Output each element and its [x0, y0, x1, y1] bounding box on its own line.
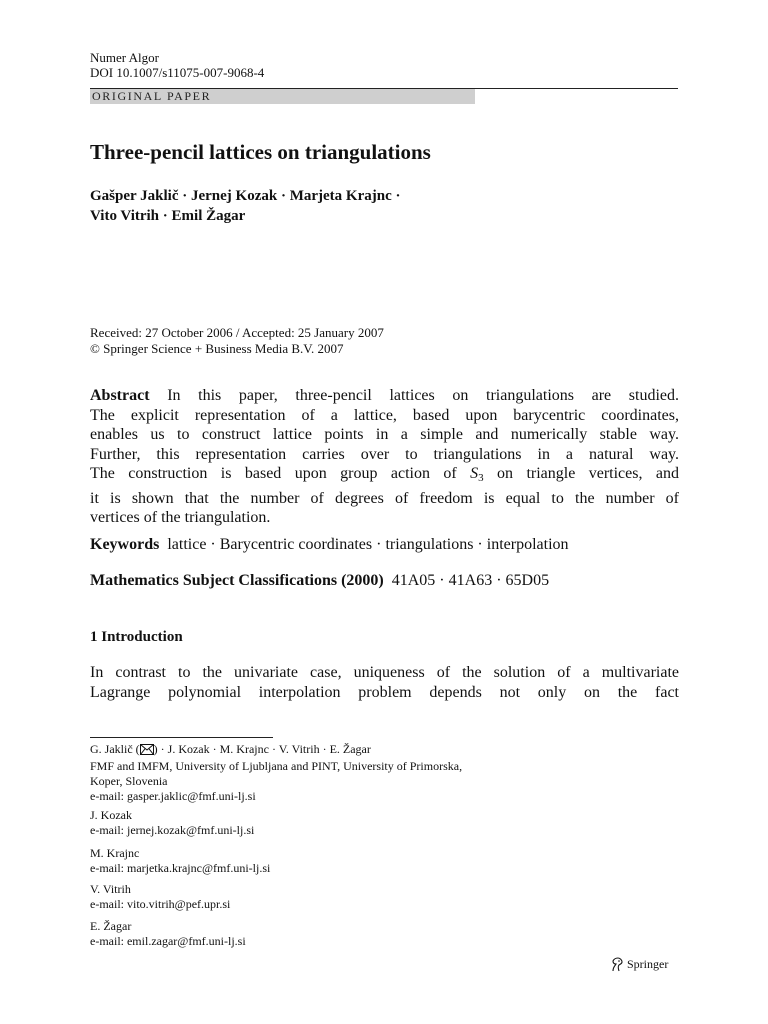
publisher-name: Springer [627, 957, 669, 971]
affiliation-zagar [90, 919, 680, 949]
abstract-line-2: The explicit representation of a lattice, based upon barycentric coordinates, [90, 406, 679, 424]
journal-header [90, 50, 264, 80]
affiliation-vitrih [90, 882, 680, 912]
author-name: M. Krajnc [90, 846, 140, 860]
footnote-rule [90, 737, 273, 738]
msc-label: Mathematics Subject Classifications (2000) [90, 572, 384, 589]
author-email[interactable]: e-mail: jernej.kozak@fmf.uni-lj.si [90, 823, 255, 837]
abstract-line-7: vertices of the triangulation. [90, 509, 271, 526]
publication-dates [90, 325, 384, 357]
affiliation-authors: G. Jaklič ( ) · J. Kozak · M. Krajnc · V. Vitrih · E. Žagar [90, 742, 680, 759]
abstract-label: Abstract [90, 387, 150, 404]
envelope-icon [140, 744, 154, 759]
affiliation-institution: FMF and IMFM, University of Ljubljana and PINT, University of Primorska, [90, 759, 463, 773]
keywords-label: Keywords [90, 536, 160, 553]
author-name: J. Kozak [90, 808, 132, 822]
abstract-line-3: enables us to construct lattice points in a simple and numerically stable way. [90, 426, 679, 443]
author-email[interactable]: e-mail: emil.zagar@fmf.uni-lj.si [90, 934, 246, 948]
copyright: © Springer Science + Business Media B.V. 2007 [90, 341, 344, 356]
affiliation-email[interactable]: e-mail: gasper.jaklic@fmf.uni-lj.si [90, 789, 256, 803]
intro-line-2: Lagrange polynomial interpolation problem depends not only on the fact [90, 684, 679, 701]
section-heading: 1 Introduction [90, 629, 183, 645]
affiliation-location: Koper, Slovenia [90, 774, 168, 788]
section-label: ORIGINAL PAPER [92, 89, 212, 103]
author-line-2: Vito Vitrih · Emil Žagar [90, 208, 246, 224]
doi: DOI 10.1007/s11075-007-9068-4 [90, 65, 265, 80]
affiliation-krajnc [90, 846, 680, 876]
author-name: E. Žagar [90, 919, 132, 933]
abstract-line-5: The construction is based upon group action of $S_3$ on triangle vertices, and [90, 465, 679, 484]
banner-rule [475, 88, 678, 89]
math-symbol-s: S [470, 465, 479, 482]
keywords [90, 535, 569, 555]
journal-name: Numer Algor [90, 50, 159, 65]
introduction-text [90, 663, 679, 703]
msc-classification [90, 571, 549, 591]
math-subscript: 3 [478, 472, 484, 484]
springer-horse-icon [610, 957, 624, 972]
publisher-footer [610, 956, 668, 972]
abstract [90, 386, 679, 528]
keywords-text: lattice · Barycentric coordinates · triangulations · interpolation [167, 536, 569, 553]
affiliation-kozak [90, 808, 680, 838]
received-accepted: Received: 27 October 2006 / Accepted: 25 January 2007 [90, 325, 384, 340]
section-banner [90, 88, 475, 104]
intro-line-1: In contrast to the univariate case, uniqueness of the solution of a multivariate [90, 664, 679, 681]
msc-codes: 41A05 · 41A63 · 65D05 [391, 572, 550, 589]
affiliation-main [90, 742, 680, 804]
abstract-line-1: Abstract In this paper, three-pencil lattices on triangulations are studied. [90, 387, 680, 404]
paper-title: Three-pencil lattices on triangulations [90, 140, 431, 164]
author-name: V. Vitrih [90, 882, 131, 896]
abstract-line-6: it is shown that the number of degrees of freedom is equal to the number of [90, 489, 679, 507]
abstract-line-4: Further, this representation carries over to triangulations in a natural way. [90, 445, 679, 463]
author-email[interactable]: e-mail: marjetka.krajnc@fmf.uni-lj.si [90, 861, 271, 875]
author-line-1: Gašper Jaklič · Jernej Kozak · Marjeta Krajnc · [90, 188, 401, 204]
author-email[interactable]: e-mail: vito.vitrih@pef.upr.si [90, 897, 231, 911]
author-list [90, 186, 680, 226]
